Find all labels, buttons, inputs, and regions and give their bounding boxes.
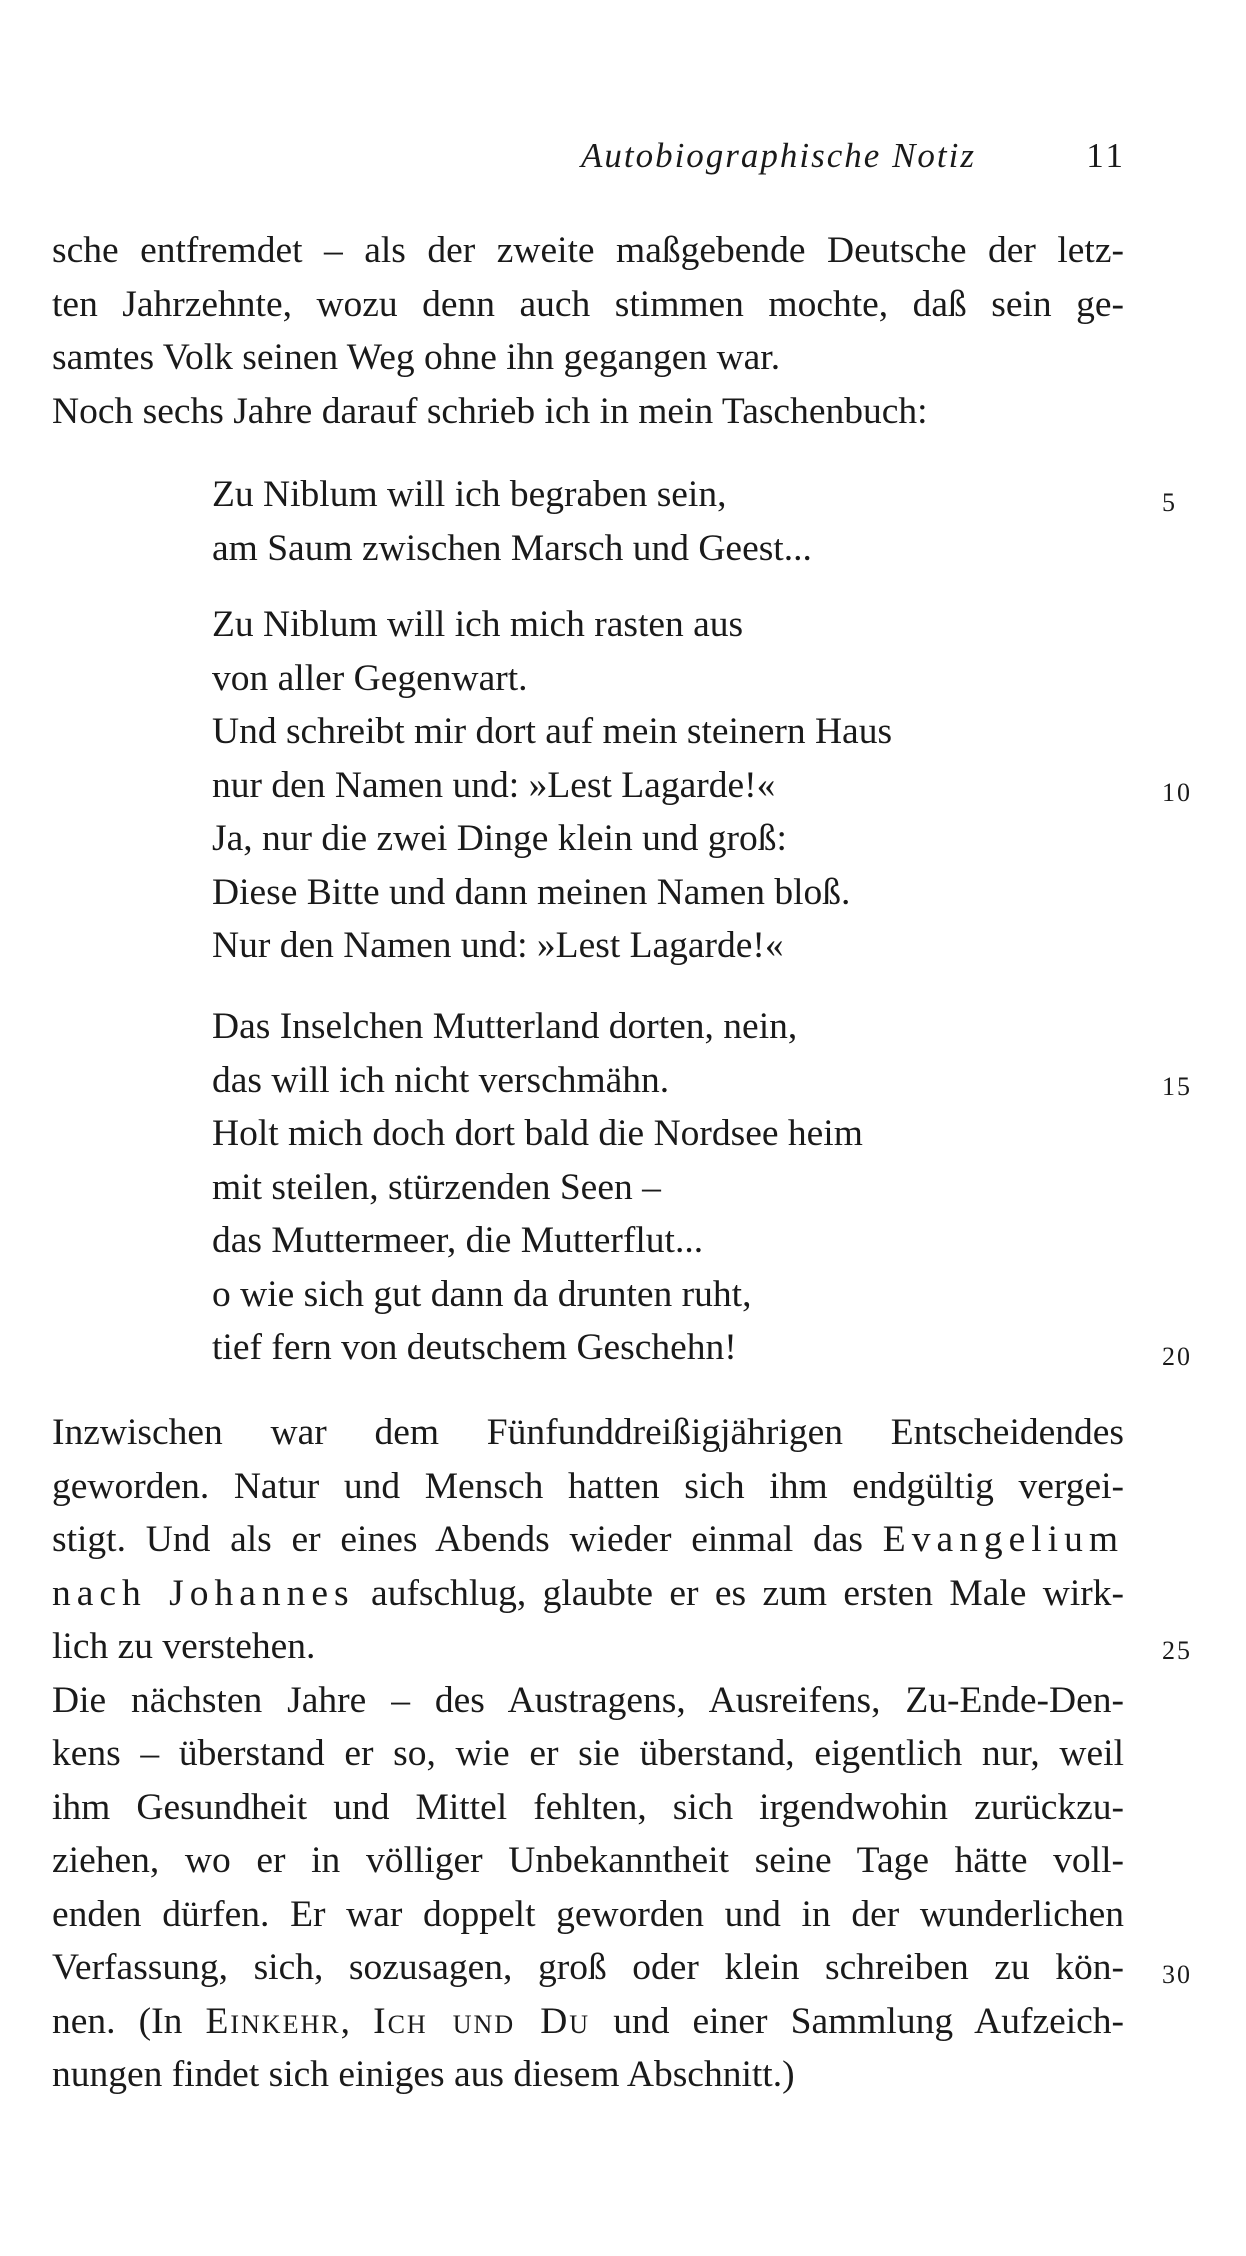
verse-line: Nur den Namen und: »Lest Lagarde!« xyxy=(212,925,784,966)
text-fragment: und einer Sammlung Aufzeich- xyxy=(613,2000,1124,2042)
verse-line: o wie sich gut dann da drunten ruht, xyxy=(212,1273,752,1315)
text-fragment: stigt. Und als er eines Abends wieder einmal das xyxy=(52,1519,864,1560)
text-line: lich zu verstehen. xyxy=(52,1626,316,1667)
running-header xyxy=(0,136,1246,196)
paragraph-top xyxy=(52,224,1124,438)
text-line: Noch sechs Jahre darauf schrieb ich in mein Taschenbuch: xyxy=(52,390,928,432)
text-line: Verfassung, sich, sozusagen, groß oder klein schreiben zu kön- xyxy=(52,1947,1124,1988)
running-title: Autobiographische Notiz xyxy=(580,136,976,175)
verse-line: nur den Namen und: »Lest Lagarde!« xyxy=(212,764,776,806)
text-line: Die nächsten Jahre – des Austragens, Ausreifens, Zu-Ende-Den- xyxy=(52,1679,1124,1721)
text-line: enden dürfen. Er war doppelt geworden und in der wunderlichen xyxy=(52,1893,1124,1935)
text-line xyxy=(52,1995,1124,2049)
text-fragment: nen. (In xyxy=(52,2000,183,2042)
verse-line: das will ich nicht verschmähn. xyxy=(212,1059,670,1101)
book-title-ich-und-du: Ich und Du xyxy=(373,2000,591,2042)
line-number: 10 xyxy=(1162,778,1192,807)
verse-line: Zu Niblum will ich mich rasten aus xyxy=(212,604,744,645)
text-line: ihm Gesundheit und Mittel fehlten, sich irgendwohin zurückzu- xyxy=(52,1786,1124,1828)
verse-line: mit steilen, stürzenden Seen – xyxy=(212,1166,661,1208)
stanza-1 xyxy=(212,468,812,575)
text-line: samtes Volk seinen Weg ohne ihn gegangen war. xyxy=(52,337,781,378)
stanza-3 xyxy=(212,1000,863,1375)
text-fragment: aufschlug, glaubte er es zum ersten Male wirk- xyxy=(371,1572,1124,1614)
verse-line: Das Inselchen Mutterland dorten, nein, xyxy=(212,1006,798,1047)
text-line: ten Jahrzehnte, wozu denn auch stimmen mochte, daß sein ge- xyxy=(52,283,1124,325)
line-number: 20 xyxy=(1162,1342,1192,1371)
stanza-2 xyxy=(212,598,892,973)
text-line: Inzwischen war dem Fünfunddreißigjährigen Entscheidendes xyxy=(52,1412,1124,1453)
line-number: 25 xyxy=(1162,1636,1192,1665)
verse-line: Und schreibt mir dort auf mein steinern Haus xyxy=(212,711,893,752)
spaced-emphasis: nach Johannes xyxy=(52,1572,355,1614)
line-number: 30 xyxy=(1162,1960,1192,1989)
line-number: 5 xyxy=(1162,488,1177,517)
text-fragment: , xyxy=(340,2000,350,2042)
text-line: nungen findet sich einiges aus diesem Abschnitt.) xyxy=(52,2054,795,2095)
verse-line: tief fern von deutschem Geschehn! xyxy=(212,1327,737,1368)
verse-line: von aller Gegenwart. xyxy=(212,657,528,699)
verse-line: Ja, nur die zwei Dinge klein und groß: xyxy=(212,818,787,859)
verse-line: das Muttermeer, die Mutterflut... xyxy=(212,1220,704,1261)
page-number: 11 xyxy=(1086,136,1126,175)
text-line xyxy=(52,1513,1124,1567)
spaced-emphasis: Evangelium xyxy=(882,1519,1124,1560)
verse-line: Diese Bitte und dann meinen Namen bloß. xyxy=(212,871,851,913)
text-line: sche entfremdet – als der zweite maßgebende Deutsche der letz- xyxy=(52,230,1124,271)
verse-line: Holt mich doch dort bald die Nordsee heim xyxy=(212,1113,863,1154)
text-line xyxy=(52,1567,1124,1621)
verse-line: Zu Niblum will ich begraben sein, xyxy=(212,474,727,515)
text-line: ziehen, wo er in völliger Unbekanntheit seine Tage hätte voll- xyxy=(52,1840,1124,1881)
line-number: 15 xyxy=(1162,1072,1192,1101)
text-line: geworden. Natur und Mensch hatten sich ihm endgültig vergei- xyxy=(52,1465,1124,1507)
book-title-einkehr: Einkehr xyxy=(205,2000,341,2042)
paragraph-bottom xyxy=(52,1406,1124,2102)
verse-line: am Saum zwischen Marsch und Geest... xyxy=(212,527,812,569)
text-line: kens – überstand er so, wie er sie überstand, eigentlich nur, weil xyxy=(52,1733,1124,1774)
